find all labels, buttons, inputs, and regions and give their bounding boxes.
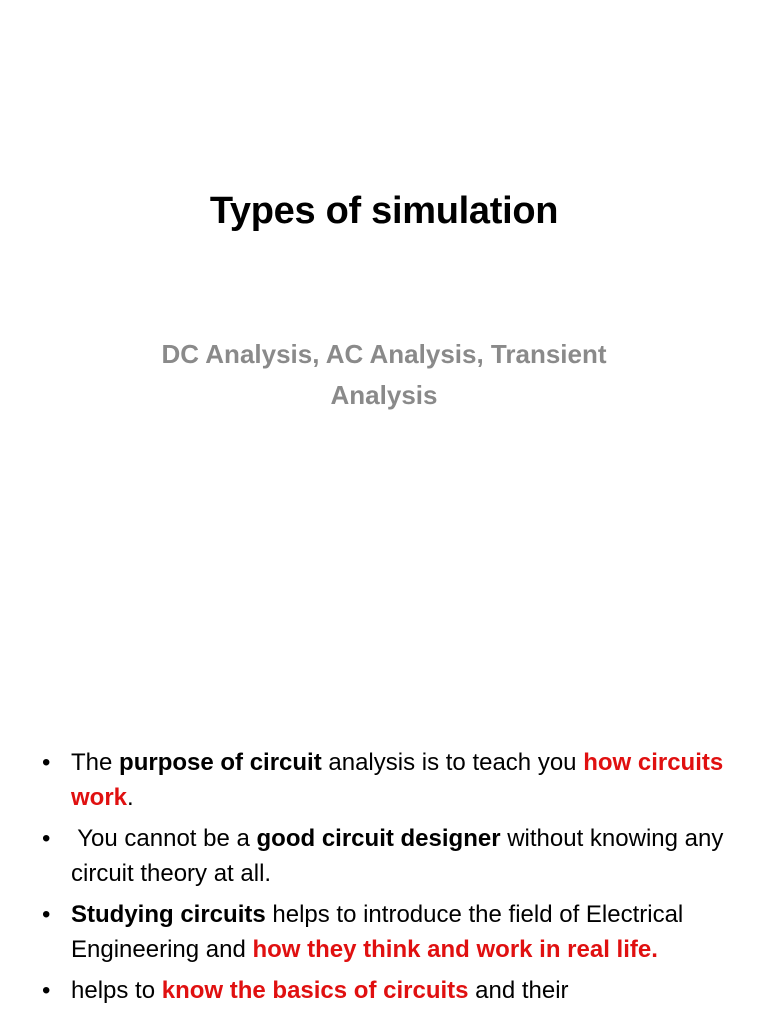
slide-subtitle: DC Analysis, AC Analysis, Transient Analysis — [161, 339, 607, 410]
bullet-text-segment: how circuits work — [71, 749, 724, 811]
bullet-item — [0, 897, 768, 967]
bullet-text-segment: and their — [468, 977, 569, 1004]
bullet-mark: • — [42, 901, 51, 928]
bullet-text-segment: analysis is to teach you — [321, 749, 584, 776]
bullet-text-segment: The — [71, 749, 120, 776]
bullet-item — [0, 821, 768, 891]
slide-title: Types of simulation — [209, 190, 559, 232]
bullet-item — [0, 973, 768, 1008]
bullet-item — [0, 745, 768, 815]
bullet-text-segment: purpose of circuit — [119, 749, 322, 776]
bullet-text-segment: . — [127, 784, 134, 811]
bullet-text-segment: know the basics of circuits — [161, 977, 469, 1004]
bullet-mark: • — [42, 977, 51, 1004]
bullet-list — [0, 745, 768, 1014]
bullet-text-segment: good circuit designer — [256, 825, 501, 852]
bullet-mark: • — [42, 749, 51, 776]
bullet-text-segment: You cannot be a — [71, 825, 257, 852]
bullet-text-segment: helps to introduce the field of Electrical Engineering and — [71, 901, 684, 963]
bullet-text-segment: Studying circuits — [71, 901, 266, 928]
bullet-text-segment: how they think and work in real life. — [252, 936, 658, 963]
bullet-text-segment: without knowing any circuit theory at all. — [71, 825, 724, 887]
bullet-mark: • — [42, 825, 51, 852]
bullet-text-segment: helps to — [71, 977, 162, 1004]
